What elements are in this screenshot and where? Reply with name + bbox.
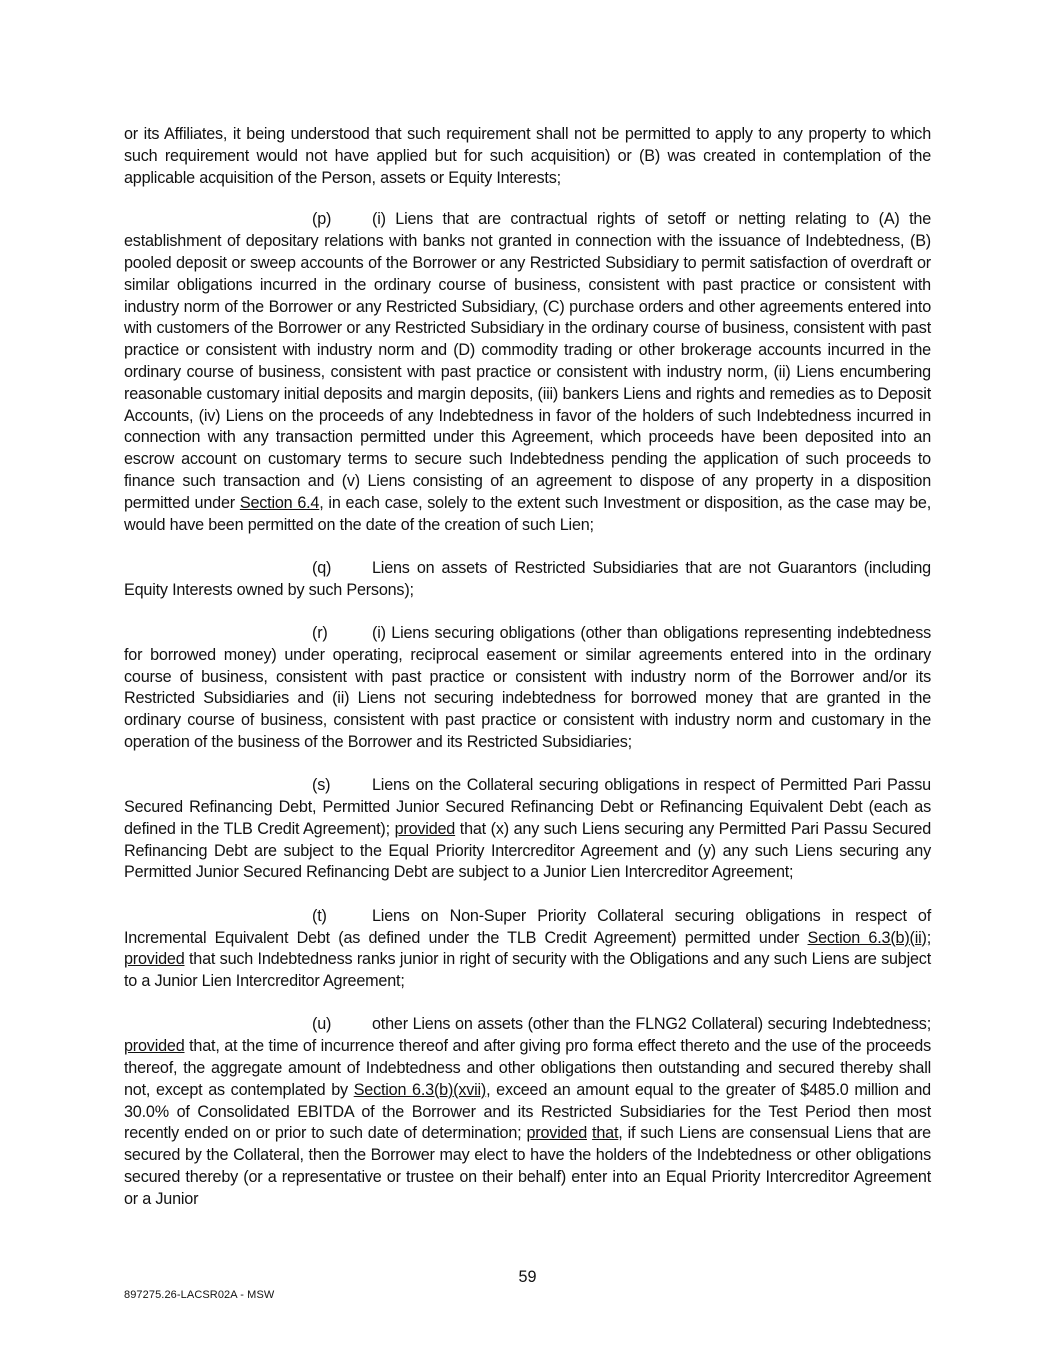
clause-label: (s) [312,776,331,795]
paragraph-u [124,1014,931,1210]
body-text [124,124,931,1232]
paragraph-s [124,775,931,884]
page-number: 59 [518,1268,537,1286]
text-run: that such Indebtedness ranks junior in right of security with the Obligations and any such Liens are subject to a Junior Lien Intercreditor Agreement; [124,950,931,991]
paragraph-o [124,124,931,189]
text-run: Liens on the Collateral securing obligations in respect of Permitted Pari Passu Secured Refinancing Debt, Permitted Junior Secured Refinancing Debt or Refinancing Equivalent Debt (each as defined in the TLB Credit Agreement); [124,776,931,838]
underlined-term: Section 6.4 [239,493,320,512]
underlined-term: Section 6.3(b)(xvii) [353,1080,487,1099]
text-run: that (x) any such Liens securing any Permitted Pari Passu Secured Refinancing Debt are subject to the Equal Priority Intercreditor Agreement and (y) any such Liens securing any Permitted Junior Secured Refinancing Debt are subject to a Junior Lien Intercreditor Agreement; [124,819,931,882]
text-run: Liens on Non-Super Priority Collateral securing obligations in respect of Incremental Equivalent Debt (as defined under the TLB Credit Agreement) permitted under [124,906,931,947]
text-run: , in each case, solely to the extent such Investment or disposition, as the case may be, would have been permitted on the date of the creation of such Lien; [124,493,931,534]
document-id: 897275.26-LACSR02A - MSW [124,1289,275,1301]
text-run: ; [926,928,931,947]
text-run: other Liens on assets (other than the FLNG2 Collateral) securing Indebtedness; [372,1015,931,1034]
underlined-term: provided [124,1037,185,1056]
clause-label: (r) [312,623,328,642]
underlined-term: that [592,1124,619,1143]
underlined-term: provided [394,819,456,838]
text-run: that, at the time of incurrence thereof and after giving pro forma effect thereto and the use of the proceeds thereof, the aggregate amount of Indebtedness and other obligations then outstanding and secured thereby shall not, except as contemplated by [124,1037,931,1099]
text-run: , if such Liens are consensual Liens that are secured by the Collateral, then the Borrower may elect to have the holders of the Indebtedness or other obligations secured thereby (or a representative or trustee on their behalf) enter into an Equal Priority Intercreditor Agreement or a Junior [124,1124,931,1208]
clause-label: (q) [312,558,332,577]
paragraph-p [124,209,931,536]
underlined-term: provided [124,950,185,969]
text-run: , exceed an amount equal to the greater of $485.0 million and 30.0% of Consolidated EBITDA of the Borrower and its Restricted Subsidiaries for the Test Period then most recently ended on or prior to such date of determination; [124,1080,931,1143]
underlined-term: Section 6.3(b)(ii) [807,928,927,947]
text-run: (i) Liens securing obligations (other than obligations representing indebtedness for borrowed money) under operating, reciprocal easement or similar agreements entered into in the ordinary course of business, consistent with past practice or consistent with industry norm of the Borrower and/or its Restricted Subsidiaries and (ii) Liens not securing indebtedness for borrowed money that are granted in the ordinary course of business, consistent with past practice or consistent with industry norm and customary in the operation of the business of the Borrower and its Restricted Subsidiaries; [124,623,931,751]
clause-label: (t) [312,906,327,925]
text-run: Liens on assets of Restricted Subsidiaries that are not Guarantors (including Equity Interests owned by such Persons); [124,558,931,599]
clause-label: (u) [312,1015,332,1034]
text-run: or its Affiliates, it being understood that such requirement shall not be permitted to apply to any property to which such requirement would not have applied but for such acquisition) or (B) was created in contemplation of the applicable acquisition of the Person, assets or Equity Interests; [124,125,931,187]
paragraph-r [124,623,931,754]
clause-label: (p) [312,210,332,229]
text-run: (i) Liens that are contractual rights of setoff or netting relating to (A) the establishment of depositary relations with banks not granted in connection with the issuance of Indebtedness, (B) pooled deposit or sweep accounts of the Borrower or any Restricted Subsidiary to permit satisfaction of overdraft or similar obligations incurred in the ordinary course of business, consistent with past practice or consistent with industry norm of the Borrower or any Restricted Subsidiary, (C) purchase orders and other agreements entered into with customers of the Borrower or any Restricted Subsidiary in the ordinary course of business, consistent with past practice or consistent with industry norm and (D) commodity trading or other brokerage accounts incurred in the ordinary course of business, consistent with past practice or consistent with industry norm, (ii) Liens encumbering reasonable customary initial deposits and margin deposits, (iii) bankers Liens and rights and remedies as to Deposit Accounts, (iv) Liens on the proceeds of any Indebtedness in favor of the holders of such Indebtedness incurred in connection with any transaction permitted under this Agreement, which proceeds have been deposited into an escrow account on customary terms to secure such Indebtedness pending the application of such proceeds to finance such transaction and (v) Liens consisting of an agreement to dispose of any property in a disposition permitted under [124,210,931,512]
paragraph-q [124,558,931,602]
paragraph-t [124,906,931,993]
underlined-term: provided [526,1124,587,1143]
